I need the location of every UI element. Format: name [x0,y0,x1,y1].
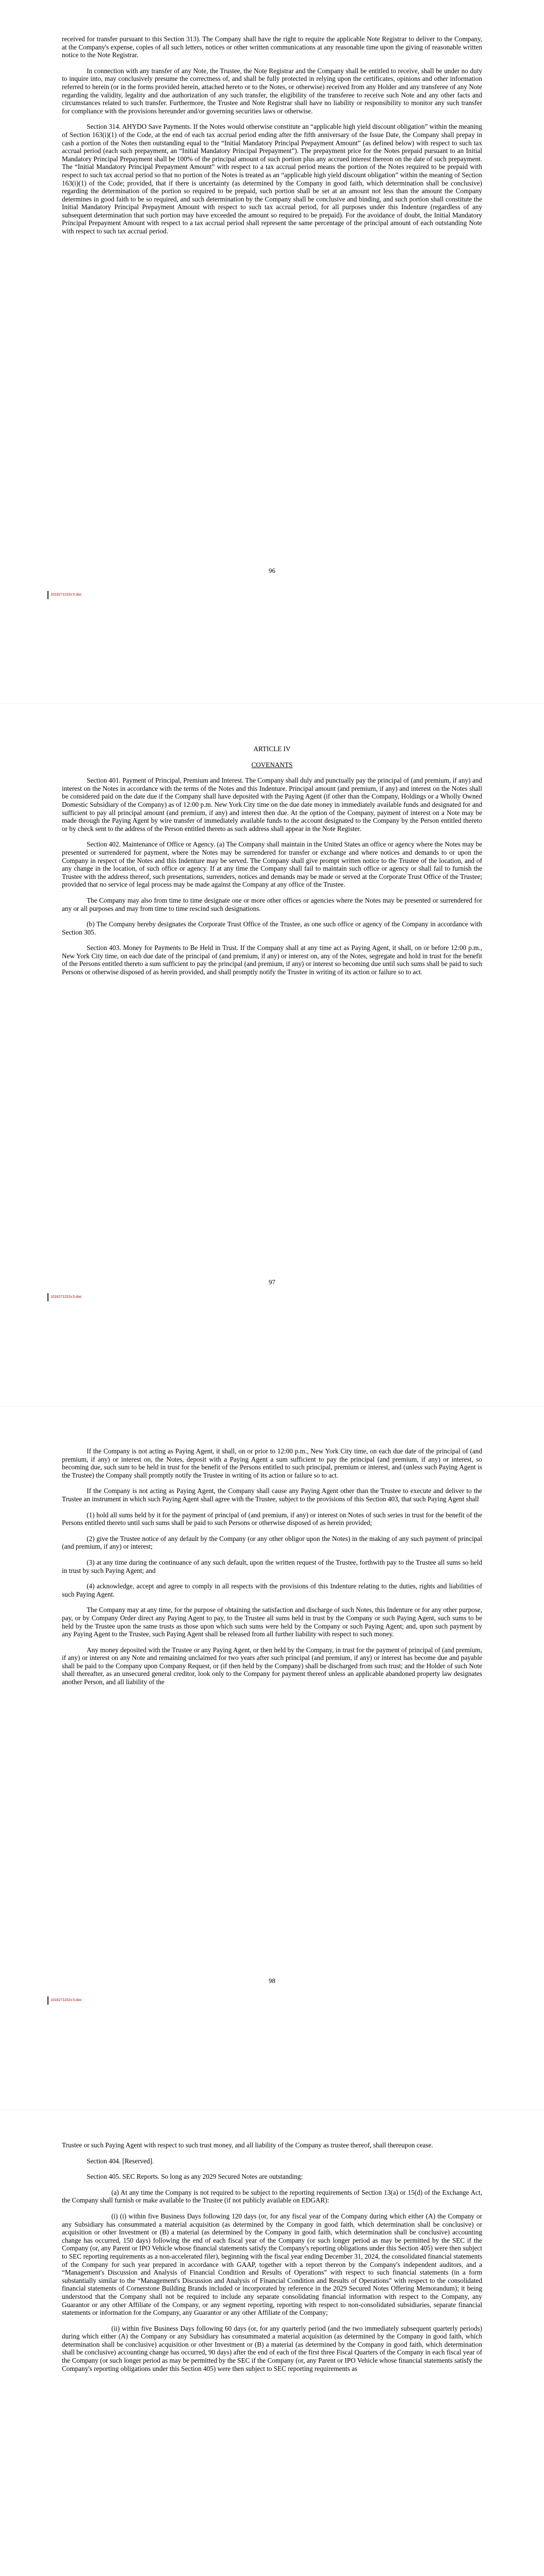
paragraph: received for transfer pursuant to this Section 313). The Company shall have the right to require the applicable Note Registrar to deliver to the Company, at the Company's expense, copies of all such letters, notices or other written communications at any reasonable time upon the giving of reasonable written notice to the Note Registrar. [62,35,482,59]
list-item: (1) hold all sums held by it for the payment of principal of (and premium, if any) or interest on Notes of such series in trust for the benefit of the Persons entitled thereto until such sums shall be paid to such Persons or otherwise disposed of as herein provided; [62,1511,482,1527]
paragraph: (i) (i) within five Business Days following 120 days (or, for any fiscal year of the Company during which either (A) the Company or any Subsidiary has consummated a material acquisition (as determined by the Company in good faith, which determination shall be conclusive) or acquisition or other Investment or (B) a material (as determined by the Company in good faith, which determination shall be conclusive) accounting change has occurred, 150 days) following the end of each fiscal year of the Company (or such longer period as may be permitted by the SEC if the Company (or, any Parent or IPO Vehicle whose financial statements satisfy the Company's reporting obligations under this Section 405) were then subject to SEC reporting requirements as a non-accelerated filer), beginning with the fiscal year ending December 31, 2024, the consolidated financial statements of the Company for such year prepared in accordance with GAAP, together with a report thereon by the Company's independent auditors, and a “Management's Discussion and Analysis of Financial Condition and Results of Operations” with respect to such financial statements (in a form substantially similar to the “Management's Discussion and Analysis of Financial Condition and Results of Operations” with respect to the consolidated financial statements of Cornerstone Building Brands included or incorporated by reference in the 2029 Secured Notes Offering Memorandum); it being understood that the Company shall not be required to include any separate consolidating financial information with respect to the Company, any Guarantor or any other Affiliate of the Company, or any segment reporting, reporting with respect to non-consolidated subsidiaries, separate financial statements or information for the Company, any Guarantor or any other Affiliate of the Company; [62,2212,482,2317]
document-footer: 1016271152v.5.doc [51,1295,82,1299]
paragraph: If the Company is not acting as Paying Agent, it shall, on or prior to 12:00 p.m., New York City time, on each due date of the principal of (and premium, if any) or interest on, the Notes, deposit with a Paying Agent a sum sufficient to pay the principal (and premium, if any) or interest, so becoming due, such sum to be held in trust for the benefit of the Persons entitled to such principal, premium or interest, and (unless such Paying Agent is the Trustee) the Company shall promptly notify the Trustee in writing of its action or failure so to act. [62,1447,482,1479]
page-96 [0,0,544,703]
paragraph: In connection with any transfer of any Note, the Trustee, the Note Registrar and the Company shall be entitled to receive, shall be under no duty to inquire into, may conclusively presume the correctness of, and shall be fully protected in relying upon the certificates, opinions and other information referred to herein (or in the forms provided herein, attached hereto or to the Notes, or otherwise) received from any Holder and any transferee of any Note regarding the validity, legality and due authorization of any such transfer, the eligibility of the transferee to receive such Note and any other facts and circumstances related to such transfer. Furthermore, the Trustee and Note Registrar shall have no liability or responsibility to monitor any such transfer for compliance with the provisions hereunder and/or governing securities laws or otherwise. [62,66,482,115]
page-number: 97 [269,1278,275,1286]
paragraph: The Company may also from time to time designate one or more other offices or agencies where the Notes may be presented or surrendered for any or all purposes and may from time to time rescind such designations. [62,896,482,912]
paragraph-section-404: Section 404. [Reserved]. [87,2157,154,2165]
document-footer: 1016271152v.5.doc [51,593,82,597]
page-98 [0,1407,544,2110]
page-body [62,2141,482,2380]
paragraph-section-402: Section 402. Maintenance of Office or Agency. (a) The Company shall maintain in the United States an office or agency where the Notes may be presented or surrendered for payment, where the Notes may be surrendered for transfer or exchange and where notices and demands to or upon the Company in respect of the Notes and this Indenture may be served. The Company shall give prompt written notice to the Trustee of the location, and of any change in the location, of such office or agency. If at any time the Company shall fail to maintain such office or agency or shall fail to furnish the Trustee with the address thereof, such presentations, surrenders, notices and demands may be made or served at the Corporate Trust Office of the Trustee; provided that no service of legal process may be made against the Company at any office of the Trustee. [62,840,482,889]
paragraph: (ii) within five Business Days following 60 days (or, for any quarterly period (and the two immediately subsequent quarterly periods) during which either (A) the Company or any Subsidiary has consummated a material acquisition (as determined by the Company in good faith, which determination shall be conclusive) acquisition or other Investment or (B) a material (as determined by the Company in good faith, which determination shall be conclusive) accounting change has occurred, 90 days) after the end of each of the first three Fiscal Quarters of the Company in each fiscal year of the Company (or such longer period as may be permitted by the SEC if the Company (or, any Parent or IPO Vehicle whose financial statements satisfy the Company's reporting obligations under this Section 405) were then subject to SEC reporting requirements as [62,2324,482,2372]
change-bar [47,1996,48,2005]
paragraph-section-314: Section 314. AHYDO Save Payments. If the Notes would otherwise constitute an “applicable high yield discount obligation” within the meaning of Section 163(i)(1) of the Code, at the end of each tax accrual period ending after the fifth anniversary of the Issue Date, the Company shall prepay in cash a portion of the Notes then outstanding equal to the “Initial Mandatory Principal Prepayment Amount” (as defined below) with respect to such tax accrual period (each such prepayment, an “Initial Mandatory Principal Prepayment”). The prepayment price for the Notes prepaid pursuant to an Initial Mandatory Principal Prepayment shall be 100% of the principal amount of such portion plus any accrued interest thereon on the date of such prepayment. The “Initial Mandatory Principal Prepayment Amount” with respect to a tax accrual period means the portion of the Notes required to be prepaid with respect to such tax accrual period so that no portion of the Notes is treated as an “applicable high yield discount obligation” within the meaning of Section 163(i)(1) of the Code; provided, that if there is uncertainty (as determined by the Company in good faith, which determination shall be conclusive) regarding the determination of the portion so required to be prepaid, such portion shall be set at an amount not less than the amount the Company determines in good faith to be so required, and such determination by the Company shall be conclusive and binding, and such portion shall constitute the Initial Mandatory Principal Prepayment Amount with respect to such tax accrual period, for all purposes under this Indenture (regardless of any subsequent determination that such portion may have exceeded the amount so required to be prepaid). For the avoidance of doubt, the Initial Mandatory Principal Prepayment Amount with respect to a tax accrual period shall represent the same percentage of the principal amount of each outstanding Note with respect to such tax accrual period. [62,123,482,235]
change-bar [47,1293,48,1301]
document-footer: 1016271152v.5.doc [51,1998,82,2002]
paragraph: (b) The Company hereby designates the Corporate Trust Office of the Trustee, as one such office or agency of the Company in accordance with Section 305. [62,920,482,936]
list-item: (2) give the Trustee notice of any default by the Company (or any other obligor upon the Notes) in the making of any such payment of principal (and premium, if any) or interest; [62,1534,482,1551]
paragraph-section-403: Section 403. Money for Payments to Be Held in Trust. If the Company shall at any time act as Paying Agent, it shall, on or before 12:00 p.m., New York City time, on each due date of the principal of (and premium, if any) or interest on, any of the Notes, segregate and hold in trust for the benefit of the Persons entitled thereto a sum sufficient to pay the principal (and premium, if any) or interest so becoming due until such sums shall be paid to such Persons or otherwise disposed of as herein provided, and shall promptly notify the Trustee in writing of its action or failure so to act. [62,944,482,976]
paragraph: (a) At any time the Company is not required to be subject to the reporting requirements of Section 13(a) or 15(d) of the Exchange Act, the Company shall furnish or make available to the Trustee (if not publicly available on EDGAR): [62,2188,482,2205]
page-number: 98 [269,1977,275,1985]
article-heading: ARTICLE IV [253,745,291,753]
page-body [62,35,482,243]
paragraph-section-401: Section 401. Payment of Principal, Premium and Interest. The Company shall duly and punctually pay the principal of (and premium, if any) and interest on the Notes in accordance with the terms of the Notes and this Indenture. Principal amount (and premium, if any) and interest on the Notes shall be considered paid on the date due if the Company shall have deposited with the Paying Agent (if other than the Company, Holdings or a Wholly Owned Domestic Subsidiary of the Company) as of 12:00 p.m. New York City time on the due date money in immediately available funds and designated for and sufficient to pay all principal amount (and premium, if any) and interest then due. At the option of the Company, payment of interest on a Note may be made through the Paying Agent by wire transfer of immediately available funds to the account designated to the Company by the Person entitled thereto or by check sent to the address of the Person entitled thereto as such address shall appear in the Note Register. [62,776,482,833]
list-item: (4) acknowledge, accept and agree to comply in all respects with the provisions of this Indenture relating to the duties, rights and liabilities of such Paying Agent. [62,1582,482,1598]
article-title: COVENANTS [251,760,293,769]
page-99 [0,2110,544,2576]
page-body [62,1447,482,1694]
change-bar [47,591,48,599]
paragraph: Any money deposited with the Trustee or any Paying Agent, or then held by the Company, in trust for the payment of principal of (and premium, if any) or interest on any Note and remaining unclaimed for two years after such principal (and premium, if any) or interest has become due and payable shall be paid to the Company upon Company Request, or (if then held by the Company) shall be discharged from such trust; and the Holder of such Note shall thereafter, as an unsecured general creditor, look only to the Company for payment thereof unless an applicable abandoned property law designates another Person, and all liability of the [62,1646,482,1686]
paragraph: If the Company is not acting as Paying Agent, the Company shall cause any Paying Agent other than the Trustee to execute and deliver to the Trustee an instrument in which such Paying Agent shall agree with the Trustee, subject to the provisions of this Section 403, that such Paying Agent shall [62,1487,482,1503]
page-body [62,745,482,984]
page-97 [0,704,544,1406]
list-item: (3) at any time during the continuance of any such default, upon the written request of the Trustee, forthwith pay to the Trustee all sums so held in trust by such Paying Agent; and [62,1558,482,1574]
page-number: 96 [269,567,275,574]
paragraph: Trustee or such Paying Agent with respect to such trust money, and all liability of the Company as trustee thereof, shall thereupon cease. [62,2141,433,2149]
paragraph: The Company may at any time, for the purpose of obtaining the satisfaction and discharge of such Notes, this Indenture or for any other purpose, pay, or by Company Order direct any Paying Agent to pay, to the Trustee all sums held in trust by the Company or such Paying Agent, such sums to be held by the Trustee upon the same trusts as those upon which such sums were held by the Company or such Paying Agent; and, upon such payment by any Paying Agent to the Trustee, such Paying Agent shall be released from all further liability with respect to such money. [62,1606,482,1638]
paragraph-section-405: Section 405. SEC Reports. So long as any 2029 Secured Notes are outstanding: [87,2173,303,2181]
